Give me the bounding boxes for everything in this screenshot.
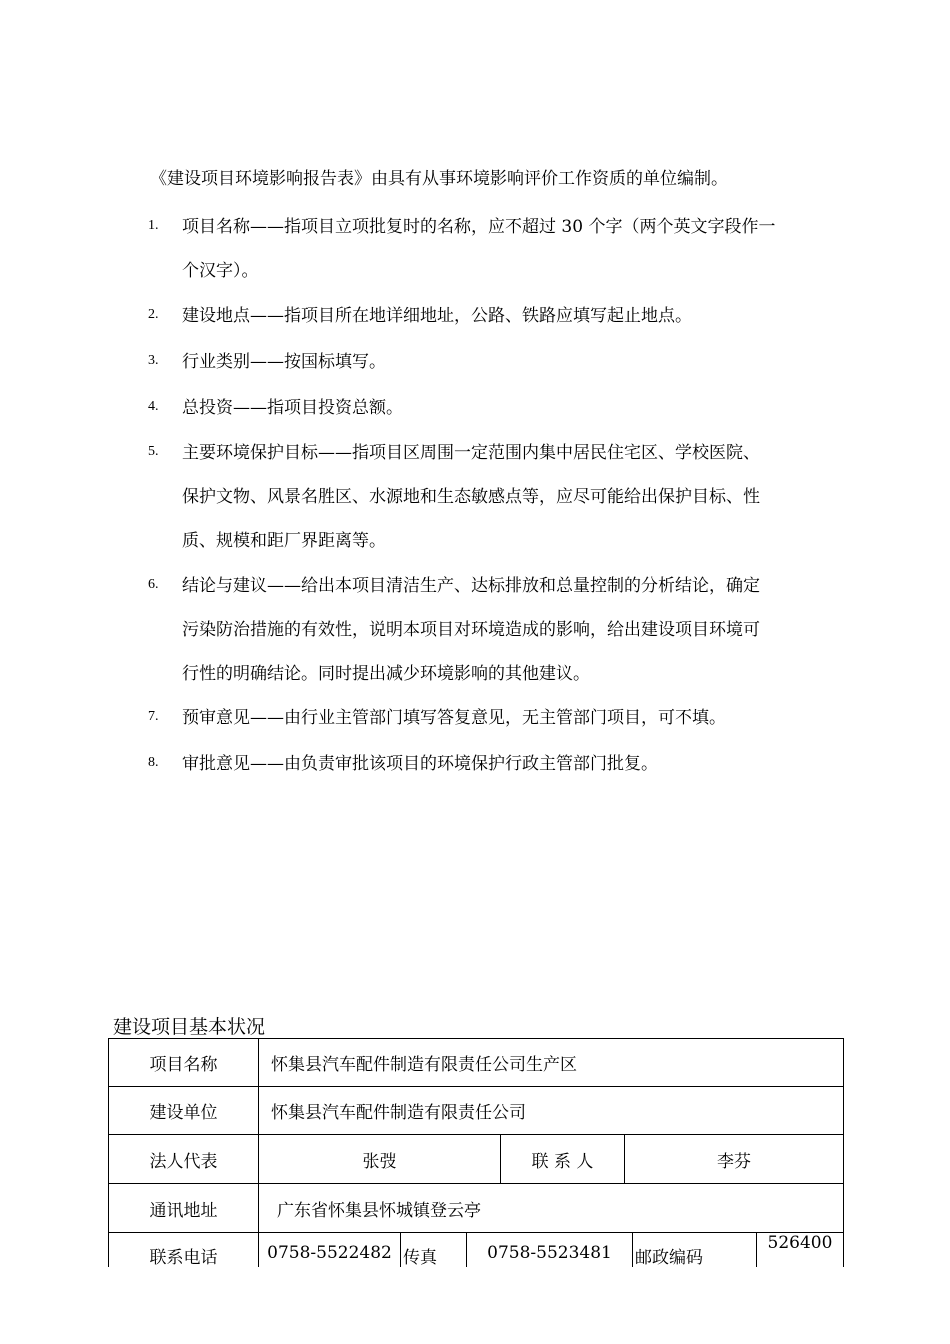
legal-rep-label: 法人代表 [109,1135,259,1183]
intro-paragraph: 《建设项目环境影响报告表》由具有从事环境影响评价工作资质的单位编制。 [150,169,728,189]
unit-value: 怀集县汽车配件制造有限责任公司 [271,1103,526,1123]
list-item-text: 项目名称——指项目立项批复时的名称，应不超过 30 个字（两个英文字段作一 [182,217,776,237]
list-item-text: 预审意见——由行业主管部门填写答复意见，无主管部门项目，可不填。 [182,708,726,728]
contact-label: 联 系 人 [501,1135,625,1183]
basic-info-table [108,1038,844,1267]
table-row [109,1184,843,1233]
fax-value: 0758-5523481 [467,1233,633,1267]
list-item-text: 建设地点——指项目所在地详细地址，公路、铁路应填写起止地点。 [182,306,692,326]
project-name-value: 怀集县汽车配件制造有限责任公司生产区 [271,1055,577,1075]
list-item-text: 保护文物、风景名胜区、水源地和生态敏感点等，应尽可能给出保护目标、性 [182,487,760,507]
list-item-number: 1. [148,218,159,233]
table-row [109,1039,843,1087]
address-value: 广东省怀集县怀城镇登云亭 [277,1200,481,1221]
list-item-number: 3. [148,353,159,368]
list-item-number: 7. [148,709,159,724]
phone-value: 0758-5522482 [259,1233,401,1267]
list-item-text: 质、规模和距厂界距离等。 [182,531,386,551]
list-item-text: 结论与建议——给出本项目清洁生产、达标排放和总量控制的分析结论，确定 [182,576,760,596]
postcode-label: 邮政编码 [633,1233,757,1267]
table-row [109,1233,843,1267]
contact-value: 李芬 [717,1151,751,1172]
table-row [109,1135,843,1184]
list-item-number: 2. [148,307,159,322]
list-item-text: 审批意见——由负责审批该项目的环境保护行政主管部门批复。 [182,754,658,774]
list-item-number: 8. [148,755,159,770]
fax-label: 传真 [401,1233,467,1267]
list-item-text: 主要环境保护目标——指项目区周围一定范围内集中居民住宅区、学校医院、 [182,443,760,463]
list-item-text: 污染防治措施的有效性，说明本项目对环境造成的影响，给出建设项目环境可 [182,620,760,640]
list-item-number: 6. [148,577,159,592]
legal-rep-value: 张弢 [259,1135,501,1183]
list-item-text: 个汉字）。 [182,261,259,281]
list-item-text: 行性的明确结论。同时提出减少环境影响的其他建议。 [182,664,590,684]
unit-label: 建设单位 [109,1087,259,1134]
list-item-number: 4. [148,399,159,414]
phone-label: 联系电话 [109,1233,259,1267]
address-label: 通讯地址 [109,1184,259,1232]
postcode-value: 526400 [767,1233,833,1253]
table-row [109,1087,843,1135]
project-name-label: 项目名称 [109,1039,259,1086]
section-title: 建设项目基本状况 [113,1016,266,1038]
list-item-text: 总投资——指项目投资总额。 [182,398,403,418]
list-item-number: 5. [148,444,159,459]
list-item-text: 行业类别——按国标填写。 [182,352,386,372]
